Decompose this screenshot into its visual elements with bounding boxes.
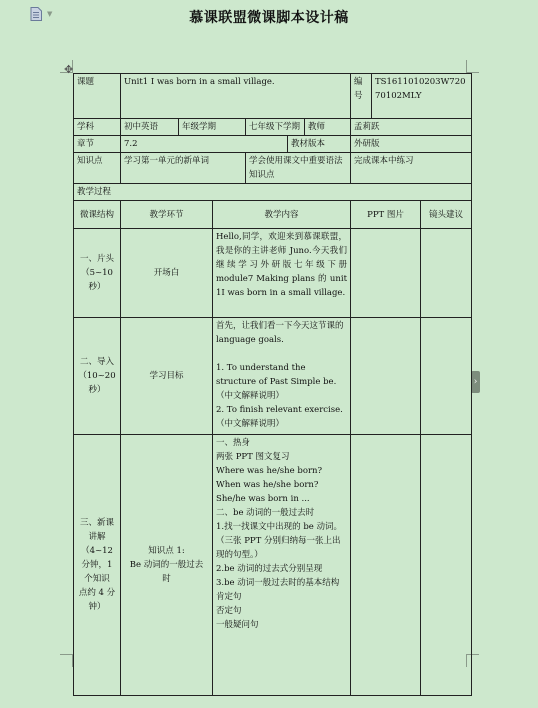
topic-row — [74, 74, 472, 119]
camera-cell[interactable] — [421, 435, 472, 696]
stage-cell[interactable]: 知识点 1: Be 动词的一般过去 时 — [121, 435, 213, 696]
chapter-label: 章节 — [74, 136, 121, 153]
table-row — [74, 435, 472, 696]
column-header-structure: 微课结构 — [74, 201, 121, 229]
content-cell[interactable]: 一、热身 两张 PPT 图文复习 Where was he/she born? When was he/she born? She/he was born in ... 二、be 动词的一般过去时 1.找一找课文中出现的 be 动词。 （三张 PPT 分别归纳每一张上出现的句型。） 2.be 动词的过去式分别呈现 3.be 动词一般过去时的基本结构 肯定句 否定句 一般疑问句 — [213, 435, 351, 696]
stage-cell[interactable]: 开场白 — [121, 229, 213, 318]
script-table — [73, 73, 472, 696]
grade-label: 年级学期 — [179, 119, 246, 136]
margin-mark-top-right — [466, 60, 479, 73]
subject-label: 学科 — [74, 119, 121, 136]
structure-cell[interactable]: 二、导入 （10~20 秒） — [74, 318, 121, 435]
process-row — [74, 184, 472, 201]
content-cell[interactable]: 首先，让我们看一下今天这节课的 language goals. 1. To understand the structure of Past Simple be. （中文解释说明） 2. To finish relevant exercise. （中文解释说明） — [213, 318, 351, 435]
textbook-value[interactable]: 外研版 — [351, 136, 472, 153]
chevron-down-icon[interactable]: ▼ — [47, 10, 53, 18]
knowledge-point-1[interactable]: 学习第一单元的新单词 — [121, 153, 246, 184]
column-header-camera: 镜头建议 — [421, 201, 472, 229]
subject-row — [74, 119, 472, 136]
topic-label: 课题 — [74, 74, 121, 119]
side-panel-toggle-icon[interactable]: › — [471, 371, 480, 393]
structure-cell[interactable]: 一、片头 （5~10 秒） — [74, 229, 121, 318]
knowledge-point-3[interactable]: 完成课本中练习 — [351, 153, 472, 184]
ppt-cell[interactable] — [351, 435, 421, 696]
column-header-stage: 教学环节 — [121, 201, 213, 229]
textbook-label: 教材版本 — [288, 136, 351, 153]
id-value[interactable]: TS1611010203W72070102MLY — [372, 74, 472, 119]
structure-cell[interactable]: 三、新课 讲解 （4~12 分钟，1 个知识 点约 4 分 钟） — [74, 435, 121, 696]
grade-value[interactable]: 七年级下学期 — [246, 119, 305, 136]
table-move-handle-icon[interactable]: ✥ — [64, 63, 74, 76]
table-row — [74, 229, 472, 318]
id-label: 编号 — [351, 74, 372, 119]
knowledge-point-2[interactable]: 学会使用课文中重要语法知识点 — [246, 153, 351, 184]
camera-cell[interactable] — [421, 229, 472, 318]
page-title: 慕课联盟微课脚本设计稿 — [189, 10, 349, 26]
table-row — [74, 318, 472, 435]
knowledge-label: 知识点 — [74, 153, 121, 184]
content-cell[interactable]: Hello,同学，欢迎来到慕课联盟，我是你的主讲老师 Juno.今天我们继续学习外研版七年级下册 module7 Making plans 的 unit 1I was born in a small village. — [213, 229, 351, 318]
column-header-row — [74, 201, 472, 229]
column-header-ppt: PPT 图片 — [351, 201, 421, 229]
subject-value[interactable]: 初中英语 — [121, 119, 179, 136]
chapter-row — [74, 136, 472, 153]
ppt-cell[interactable] — [351, 318, 421, 435]
chapter-value[interactable]: 7.2 — [121, 136, 288, 153]
knowledge-row — [74, 153, 472, 184]
ppt-cell[interactable] — [351, 229, 421, 318]
stage-cell[interactable]: 学习目标 — [121, 318, 213, 435]
topic-value[interactable]: Unit1 I was born in a small village. — [121, 74, 351, 119]
column-header-content: 教学内容 — [213, 201, 351, 229]
teacher-value[interactable]: 孟莉跃 — [351, 119, 472, 136]
process-heading: 教学过程 — [74, 184, 472, 201]
margin-mark-bottom-left — [60, 654, 73, 667]
camera-cell[interactable] — [421, 318, 472, 435]
teacher-label: 教师 — [305, 119, 351, 136]
